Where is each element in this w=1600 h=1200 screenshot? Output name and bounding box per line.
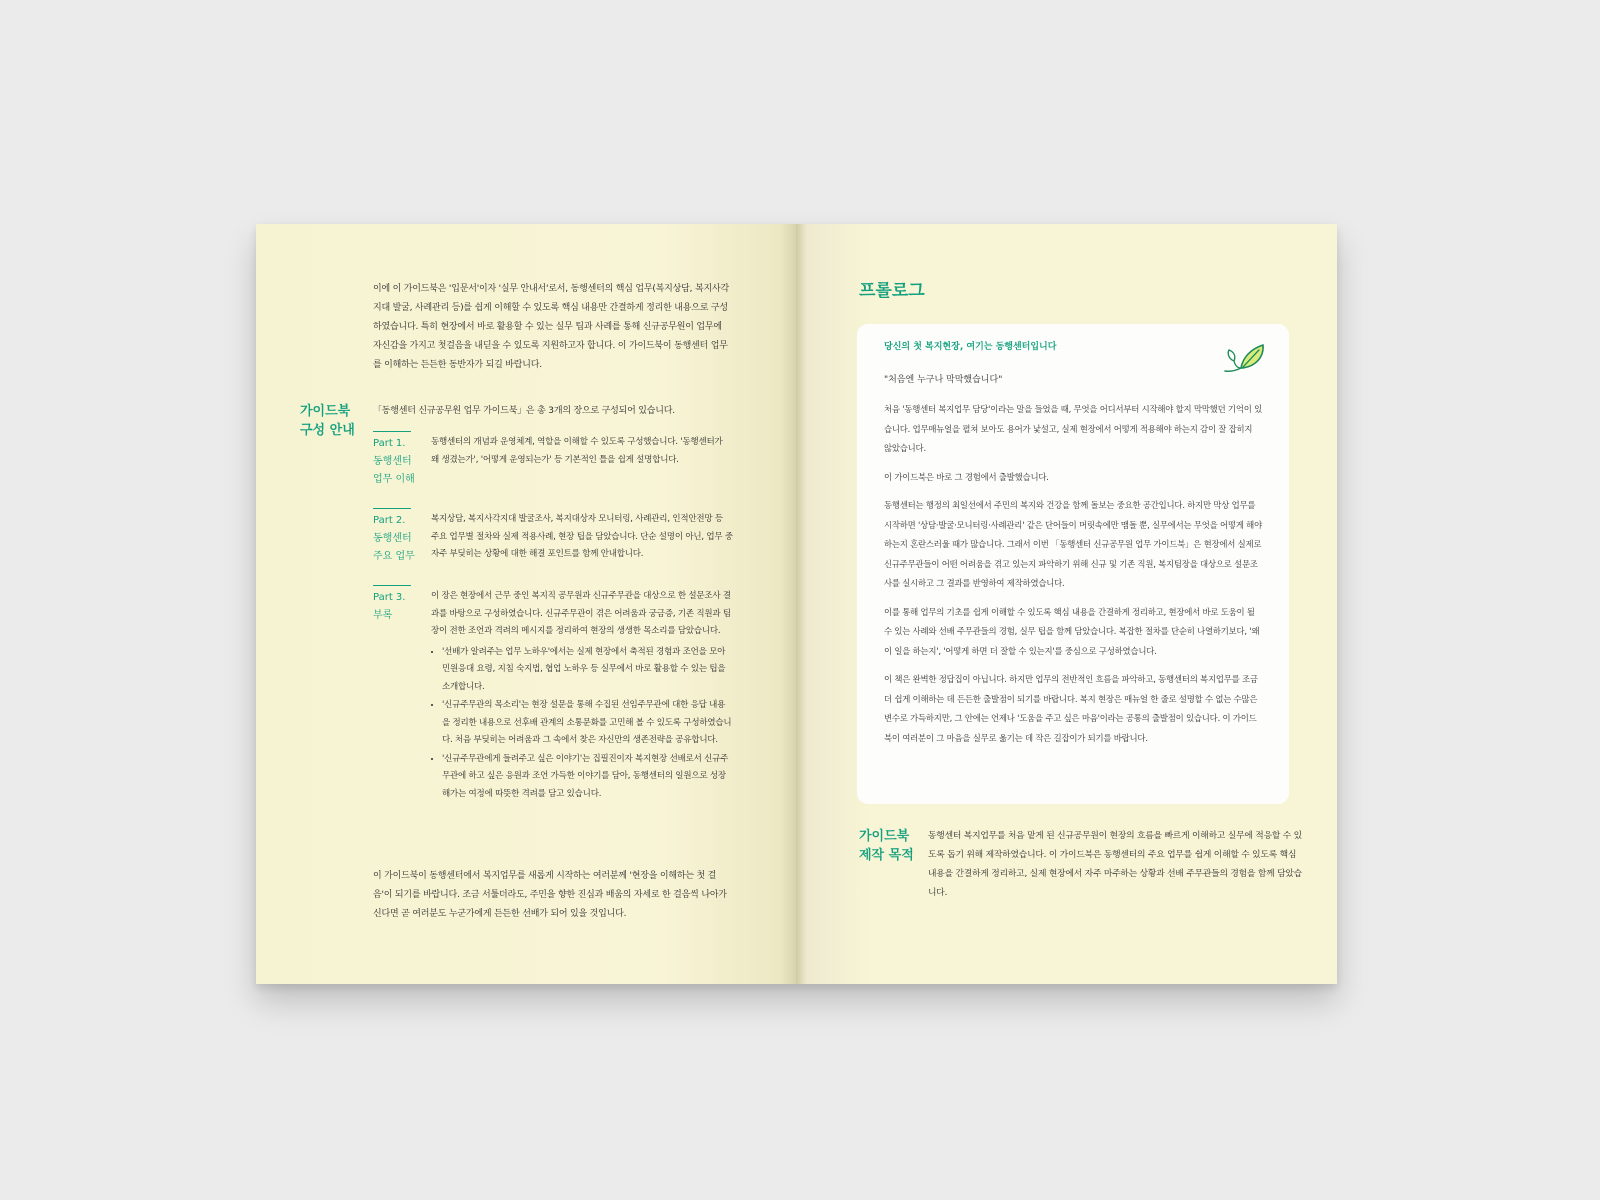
outro-paragraph: 이 가이드북이 동행센터에서 복지업무를 새롭게 시작하는 여러분께 '현장을 이해하는 첫 걸음'이 되기를 바랍니다. 조금 서툴더라도, 주민을 향한 진심과 배움의 자세로 한 걸음씩 나아가신다면 곧 여러분도 누군가에게 든든한 선배가 되어 있을 것입니다. <box>373 871 727 919</box>
part1-label-number: Part 1. <box>373 438 406 449</box>
part1-label <box>373 435 433 489</box>
right-page <box>796 224 1337 984</box>
part1-label-line3: 업무 이해 <box>373 474 415 485</box>
intro-paragraph: 이에 이 가이드북은 '입문서'이자 '실무 안내서'로서, 동행센터의 핵심 업무(복지상담, 복지사각지대 발굴, 사례관리 등)를 쉽게 이해할 수 있도록 핵심 내용만 간결하게 정리한 내용으로 구성하였습니다. 특히 현장에서 바로 활용할 수 있는 실무 팁과 사례를 통해 신규공무원이 업무에 자신감을 가지고 첫걸음을 내딛을 수 있도록 지원하고자 합니다. 이 가이드북이 동행센터 업무를 이해하는 든든한 동반자가 되길 바랍니다. <box>373 284 729 370</box>
prologue-quote: "처음엔 누구나 막막했습니다" <box>884 375 1003 385</box>
prologue-card <box>857 324 1289 804</box>
part3-description <box>431 588 733 804</box>
part3-bullet-3: • '신규주무관에게 들려주고 싶은 이야기'는 집필진이자 복지현장 선배로서 신규주무관에 하고 싶은 응원과 조언 가득한 이야기를 담아, 동행센터의 일원으로 성장해가는 여정에 따뜻한 격려를 담고 있습니다. <box>442 751 733 804</box>
prologue-body <box>884 400 1262 757</box>
prologue-paragraph-2: 이 가이드북은 바로 그 경험에서 출발했습니다. <box>884 471 1049 482</box>
part3-label-line2: 부록 <box>373 610 393 621</box>
guide-structure-title-line1: 가이드북 <box>300 404 351 419</box>
part3-bullet-2: • '신규주무관의 목소리'는 현장 설문을 통해 수집된 선임주무관에 대한 응답 내용을 정리한 내용으로 선후배 관계의 소통문화를 고민해 볼 수 있도록 구성하였습니다. 처음 부딪히는 어려움과 그 속에서 찾은 자신만의 생존전략을 공유합니다. <box>442 697 733 750</box>
purpose-body: 동행센터 복지업무를 처음 맡게 된 신규공무원이 현장의 흐름을 빠르게 이해하고 실무에 적응할 수 있도록 돕기 위해 제작하였습니다. 이 가이드북은 동행센터의 주요 업무를 쉽게 이해할 수 있도록 핵심 내용을 간결하게 정리하고, 실제 현장에서 자주 마주하는 상황과 선배 주무관들의 경험을 함께 담았습니다. <box>928 831 1302 898</box>
prologue-paragraph-1: 처음 '동행센터 복지업무 담당'이라는 말을 들었을 때, 무엇을 어디서부터 시작해야 할지 막막했던 기억이 있습니다. 업무매뉴얼을 펼쳐 보아도 용어가 낯설고, 실제 현장에서 어떻게 적용해야 하는지 감이 잘 잡히지 않았습니다. <box>884 404 1262 453</box>
part2-rule <box>373 508 411 509</box>
prologue-paragraph-3: 동행센터는 행정의 최일선에서 주민의 복지와 건강을 함께 돌보는 중요한 공간입니다. 하지만 막상 업무를 시작하면 '상담·발굴·모니터링·사례관리' 같은 단어들이 머릿속에만 맴돌 뿐, 실무에서는 무엇을 어떻게 해야 하는지 혼란스러울 때가 많습니다. 그래서 이번 「동행센터 신규공무원 업무 가이드북」은 현장에서 실제로 신규주무관들이 어떤 어려움을 겪고 있는지 파악하기 위해 신규 및 기존 직원, 복지팀장을 대상으로 설문조사를 실시하고 그 결과를 반영하여 제작하였습니다. <box>884 500 1262 588</box>
prologue-title: 프롤로그 <box>859 281 925 301</box>
part3-bullet-1: • '선배가 알려주는 업무 노하우'에서는 실제 현장에서 축적된 경험과 조언을 모아 민원응대 요령, 지침 숙지법, 협업 노하우 등 실무에서 바로 활용할 수 있는 팁을 소개합니다. <box>442 644 733 697</box>
part3-bullet-list <box>431 644 733 804</box>
part2-label-line2: 동행센터 <box>373 533 412 544</box>
part3-description-text: 이 장은 현장에서 근무 중인 복지직 공무원과 신규주무관을 대상으로 한 설문조사 결과를 바탕으로 구성하였습니다. 신규주무관이 겪은 어려움과 궁금증, 기존 직원과 팀장이 전한 조언과 격려의 메시지를 정리하여 현장의 생생한 목소리를 담았습니다. <box>431 591 731 636</box>
leaf-sprout-icon <box>1221 337 1267 377</box>
guide-structure-title <box>300 402 355 440</box>
prologue-subtitle: 당신의 첫 복지현장, 여기는 동행센터입니다 <box>884 342 1057 352</box>
part3-rule <box>373 585 411 586</box>
prologue-paragraph-5: 이 책은 완벽한 정답집이 아닙니다. 하지만 업무의 전반적인 흐름을 파악하고, 동행센터의 복지업무를 조금 더 쉽게 이해하는 데 든든한 출발점이 되기를 바랍니다. 복지 현장은 매뉴얼 한 줄로 설명할 수 없는 수많은 변수로 가득하지만, 그 안에는 언제나 '도움을 주고 싶은 마음'이라는 공통의 출발점이 있습니다. 이 가이드북이 여러분이 그 마음을 실무로 옮기는 데 작은 길잡이가 되기를 바랍니다. <box>884 674 1258 743</box>
purpose-title-line2: 제작 목적 <box>859 848 914 863</box>
part3-label-number: Part 3. <box>373 592 406 603</box>
prologue-paragraph-4: 이를 통해 업무의 기초를 쉽게 이해할 수 있도록 핵심 내용을 간결하게 정리하고, 현장에서 바로 도움이 될 수 있는 사례와 선배 주무관들의 경험, 실무 팁을 함께 담았습니다. 복잡한 절차를 단순히 나열하기보다, '왜 이 일을 하는지', '어떻게 하면 더 잘할 수 있는지'를 중심으로 구성하였습니다. <box>884 606 1260 656</box>
purpose-title-line1: 가이드북 <box>859 829 910 844</box>
part1-rule <box>373 431 411 432</box>
booklet-spread <box>256 224 1337 984</box>
part2-label-number: Part 2. <box>373 515 406 526</box>
part2-label-line3: 주요 업무 <box>373 551 415 562</box>
guide-structure-title-line2: 구성 안내 <box>300 423 355 438</box>
left-page <box>256 224 796 984</box>
part2-description: 복지상담, 복지사각지대 발굴조사, 복지대상자 모니터링, 사례관리, 인적안전망 등 주요 업무별 절차와 실제 적용사례, 현장 팁을 담았습니다. 단순 설명이 아닌, 업무 중 자주 부딪히는 상황에 대한 해결 포인트를 함께 안내합니다. <box>431 514 733 559</box>
part3-label <box>373 589 433 625</box>
purpose-title <box>859 827 914 865</box>
part2-label <box>373 512 433 566</box>
part1-label-line2: 동행센터 <box>373 456 412 467</box>
part1-description: 동행센터의 개념과 운영체계, 역할을 이해할 수 있도록 구성했습니다. '동행센터가 왜 생겼는가', '어떻게 운영되는가' 등 기본적인 틀을 쉽게 설명합니다. <box>431 437 723 465</box>
guide-structure-lead: 「동행센터 신규공무원 업무 가이드북」은 총 3개의 장으로 구성되어 있습니다. <box>373 406 675 416</box>
